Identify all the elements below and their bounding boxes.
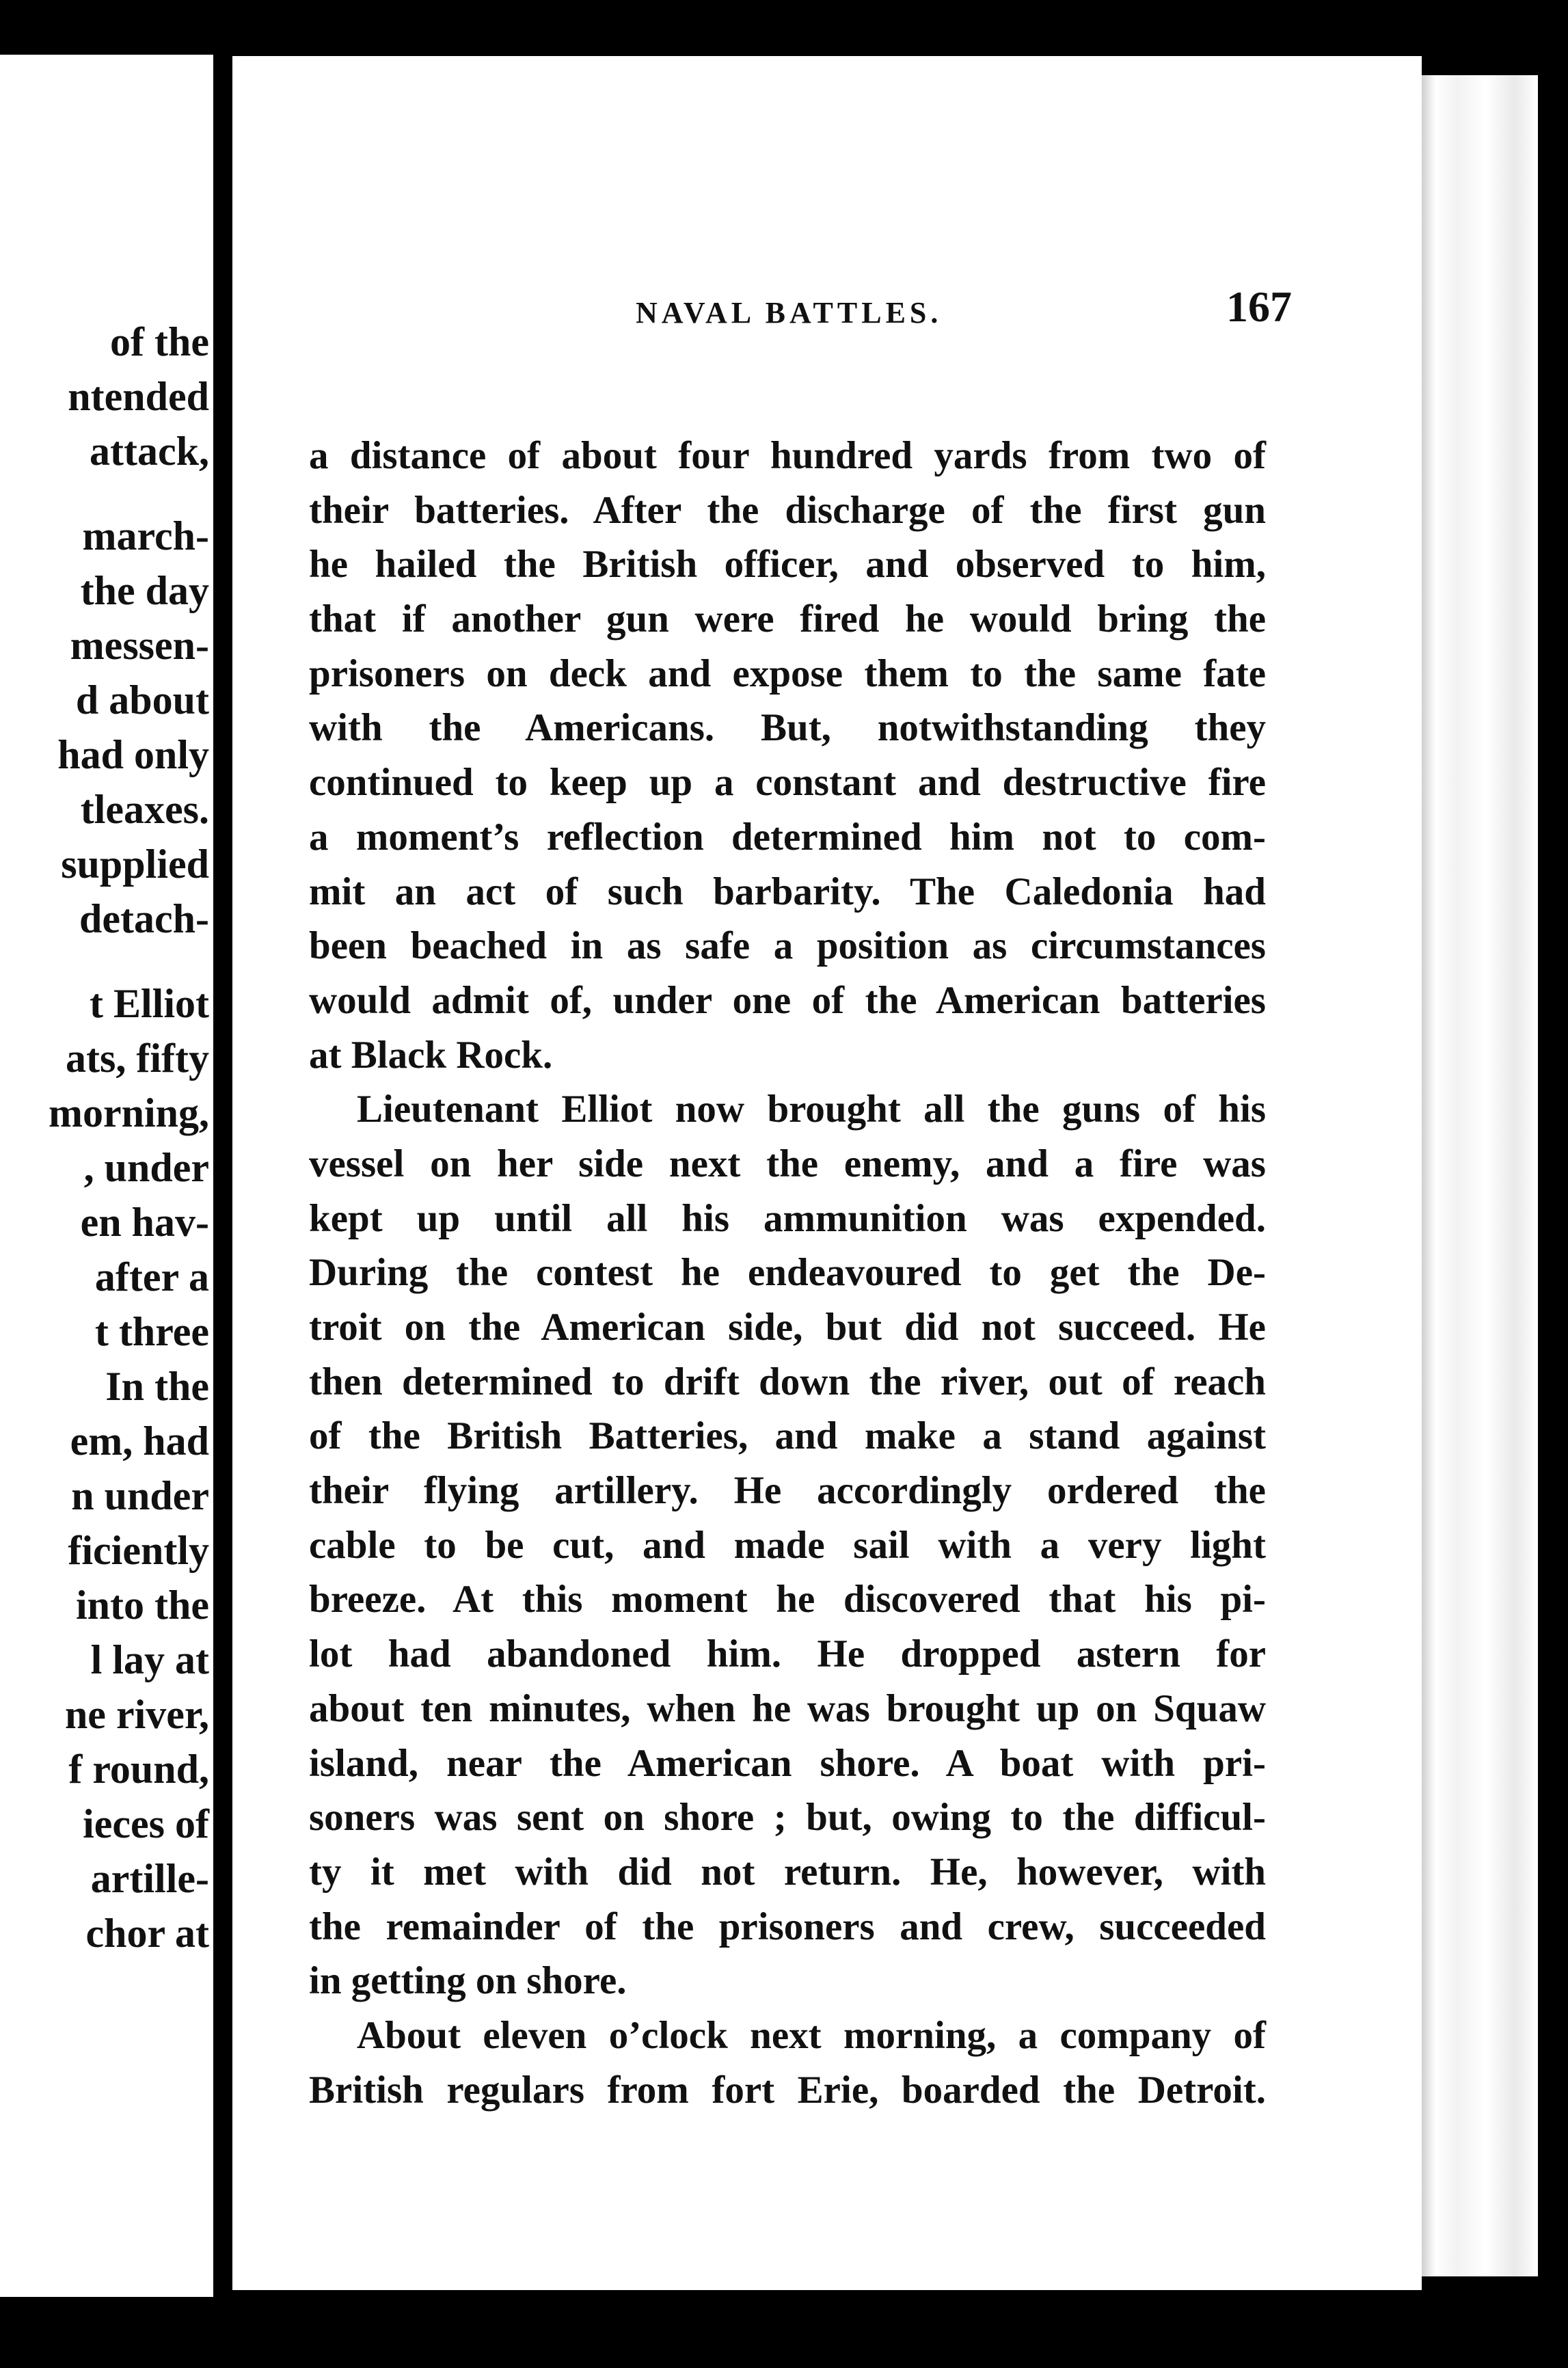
text-line: prisoners on deck and expose them to the same fate (309, 651, 1266, 695)
text-line: Lieutenant Elliot now brought all the guns of his (357, 1088, 1266, 1131)
facing-line: supplied (61, 842, 209, 887)
text-line: a moment’s reflection determined him not to com- (309, 815, 1266, 859)
book-page (232, 56, 1422, 2290)
facing-page-text (49, 314, 209, 1961)
text-line: the remainder of the prisoners and crew, succeeded (309, 1905, 1266, 1948)
page-number: 167 (1226, 282, 1292, 331)
text-line: then determined to drift down the river, out of reach (309, 1360, 1266, 1403)
facing-line: n under (71, 1473, 209, 1518)
facing-line: had only (57, 732, 209, 777)
text-line: vessel on her side next the enemy, and a fire was (309, 1142, 1266, 1185)
text-line: with the Americans. But, notwithstanding they (309, 706, 1266, 750)
text-line: ty it met with did not return. He, however, with (309, 1850, 1266, 1894)
facing-line: ne river, (64, 1692, 209, 1737)
text-line: he hailed the British officer, and observed to him, (309, 543, 1266, 587)
text-line: their flying artillery. He accordingly ordered the (309, 1469, 1266, 1513)
facing-line: ntended (68, 374, 209, 419)
facing-line: d about (75, 677, 209, 723)
text-line: about ten minutes, when he was brought up on Squaw (309, 1686, 1266, 1730)
facing-line: l lay at (90, 1637, 209, 1682)
text-line: kept up until all his ammunition was expended. (309, 1196, 1266, 1240)
facing-gap (49, 946, 209, 976)
text-line: During the contest he endeavoured to get the De- (309, 1251, 1266, 1295)
facing-line: en hav- (80, 1200, 209, 1245)
facing-line: em, had (70, 1418, 209, 1464)
facing-line: In the (105, 1364, 209, 1409)
facing-line: , under (83, 1145, 209, 1190)
text-line: in getting on shore. (309, 1959, 627, 2003)
facing-line: morning, (48, 1090, 209, 1135)
facing-line: of the (110, 319, 209, 364)
facing-line: messen- (70, 623, 209, 668)
text-line: a distance of about four hundred yards from two of (309, 434, 1266, 477)
facing-line: tleaxes. (80, 787, 209, 832)
text-line: of the British Batteries, and make a stand against (309, 1414, 1266, 1458)
page-edges (1422, 75, 1538, 2276)
text-line: British regulars from fort Erie, boarded the Detroit. (309, 2068, 1266, 2112)
text-line: at Black Rock. (309, 1033, 553, 1077)
facing-line: detach- (79, 896, 209, 941)
text-line: island, near the American shore. A boat with pri- (309, 1741, 1266, 1785)
text-line: cable to be cut, and made sail with a very light (309, 1523, 1266, 1567)
facing-page (0, 55, 213, 2297)
text-line: been beached in as safe a position as circumstances (309, 924, 1266, 968)
text-line: breeze. At this moment he discovered that his pi- (309, 1578, 1266, 1622)
text-line: soners was sent on shore ; but, owing to the difficul- (309, 1796, 1266, 1840)
facing-line: march- (82, 513, 209, 559)
text-line: troit on the American side, but did not succeed. He (309, 1306, 1266, 1349)
facing-line: f round, (68, 1747, 209, 1792)
running-title: NAVAL BATTLES. (636, 296, 943, 329)
text-line: continued to keep up a constant and destructive fire (309, 761, 1266, 805)
facing-gap (49, 479, 209, 509)
text-line: would admit of, under one of the American batteries (309, 978, 1266, 1022)
facing-line: chor at (85, 1911, 209, 1956)
text-line: About eleven o’clock next morning, a company of (357, 2013, 1266, 2057)
text-line: that if another gun were fired he would bring the (309, 597, 1266, 641)
page-header (232, 282, 1422, 350)
facing-line: after a (94, 1254, 209, 1300)
body-text (309, 429, 1266, 2117)
facing-line: attack, (90, 429, 209, 474)
text-line: lot had abandoned him. He dropped astern for (309, 1632, 1266, 1676)
facing-line: t Elliot (90, 981, 209, 1026)
facing-line: the day (80, 568, 209, 613)
text-line: mit an act of such barbarity. The Caledonia had (309, 870, 1266, 913)
facing-line: ficiently (68, 1528, 209, 1573)
facing-line: into the (76, 1583, 209, 1628)
facing-line: artille- (90, 1856, 209, 1901)
facing-line: ats, fifty (66, 1036, 209, 1081)
text-line: their batteries. After the discharge of the first gun (309, 488, 1266, 532)
facing-line: ieces of (83, 1801, 209, 1846)
facing-line: t three (94, 1309, 209, 1354)
